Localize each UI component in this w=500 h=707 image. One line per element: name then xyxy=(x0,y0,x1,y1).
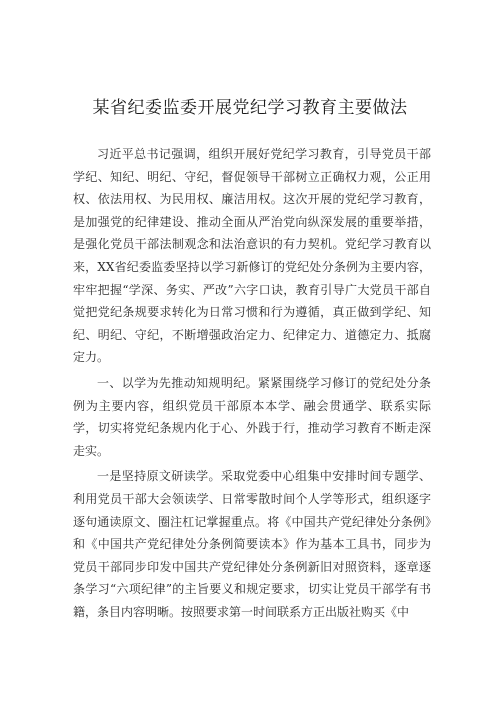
body-paragraph: 一、以学为先推动知规明纪。紧紧围绕学习修订的党纪处分条例为主要内容，组织党员干部原本本学、融会贯通学、联系实际学，切实将党纪条规内化于心、外践于行，推动学习教育不断走深走实。 xyxy=(73,375,431,458)
document-body xyxy=(73,143,431,623)
body-paragraph: 一是坚持原文研读学。采取党委中心组集中安排时间专题学、利用党员干部大会领读学、日常零散时间个人学等形式，组织逐字逐句通读原文、圈注杠记掌握重点。将《中国共产党纪律处分条例》和《中国共产党纪律处分条例简要读本》作为基本工具书，同步为党员干部同步印发中国共产党纪律处分条例新旧对照资料，逐章逐条学习“六项纪律”的主旨要义和规定要求，切实让党员干部学有书籍，条目内容明晰。按照要求第一时间联系方正出版社购买《中 xyxy=(73,469,431,619)
body-paragraph: 习近平总书记强调，组织开展好党纪学习教育，引导党员干部学纪、知纪、明纪、守纪，督促领导干部树立正确权力观，公正用权、依法用权、为民用权、廉洁用权。这次开展的党纪学习教育，是加强党的纪律建设、推动全面从严治党向纵深发展的重要举措，是强化党员干部法制观念和法治意识的有力契机。党纪学习教育以来，XX省纪委监委坚持以学习新修订的党纪处分条例为主要内容，牢牢把握“学深、务实、严改”六字口诀，教育引导广大党员干部自觉把党纪条规要求转化为日常习惯和行为遵循，真正做到学纪、知纪、明纪、守纪，不断增强政治定力、纪律定力、道德定力、抵腐定力。 xyxy=(73,147,431,365)
document-title: 某省纪委监委开展党纪学习教育主要做法 xyxy=(92,98,408,118)
